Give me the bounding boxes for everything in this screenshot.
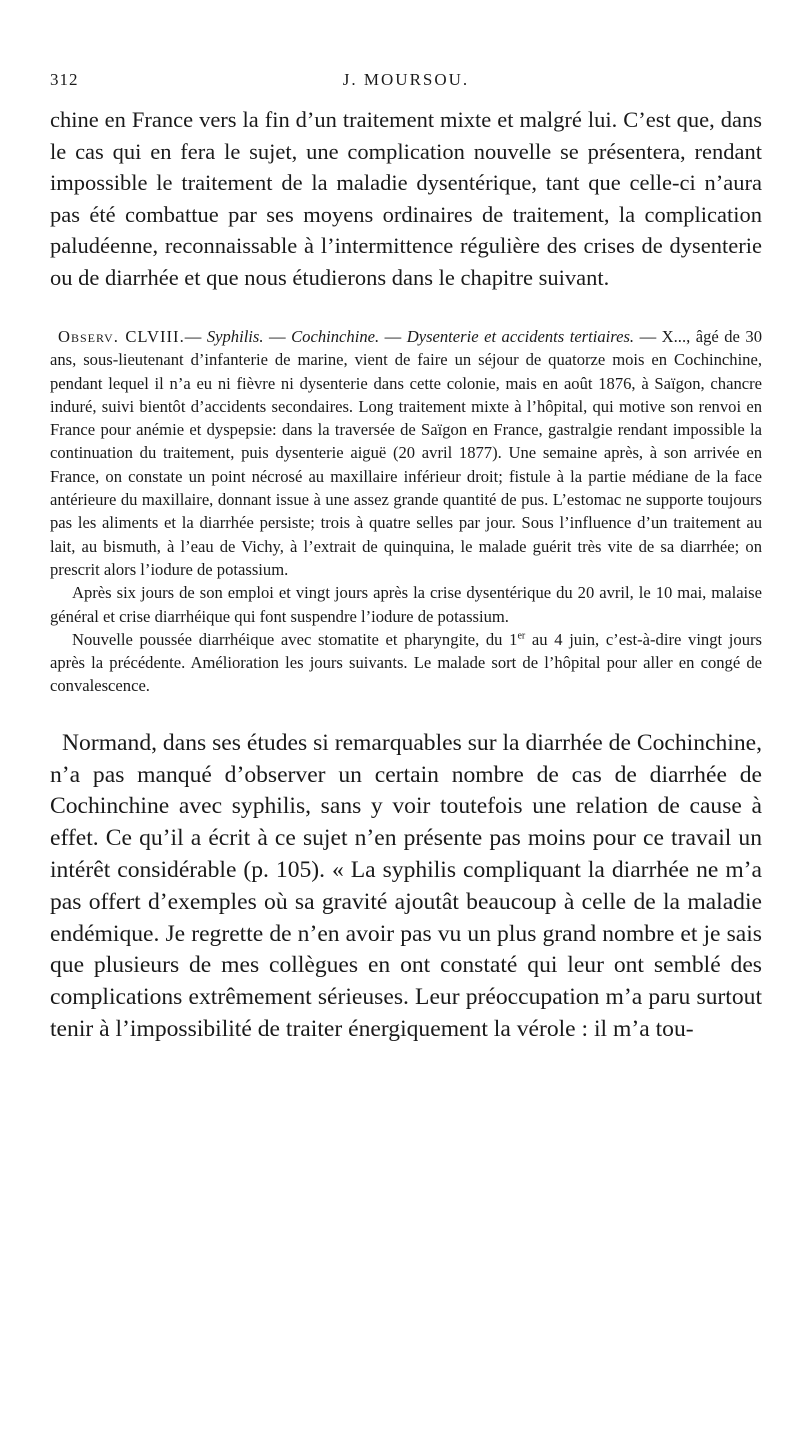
continuation-paragraph: chine en France vers la fin d’un traitement mixte et malgré lui. C’est que, dans le cas qui en fera le sujet, une complication nouvelle se présentera, rendant impossible le traitement de la maladie dysentérique, tant que celle-ci n’aura pas été combattue par ses moyens ordinaires de traitement, la complication paludéenne, reconnaissable à l’intermittence régulière des crises de dysenterie ou de diarrhée et que nous étudierons dans le chapitre suivant. — [50, 107, 762, 290]
running-title: J. MOURSOU. — [342, 70, 470, 89]
observation-dash-2: — — [263, 327, 292, 346]
ordinal-superscript: er — [517, 630, 526, 642]
observation-dash-3: — — [379, 327, 407, 346]
page-number: 312 — [50, 70, 79, 89]
running-head — [50, 70, 762, 96]
observation-subject-3: Dysenterie et accidents tertiaires. — [406, 327, 635, 346]
observation-para-3-after: au 4 juin, c’est-à-dire vingt jours après la précédente. Amélioration les jours suivants. Le malade sort de l’hôpital pour aller en congé de convalescence. — [50, 629, 762, 696]
book-page — [50, 70, 762, 1069]
observation-intro-text: — X..., âgé de 30 ans, sous-lieutenant d’infanterie de marine, vient de faire un séjour de quatorze mois en Cochinchine, pendant lequel il n’a eu ni fièvre ni dysenterie dans cette colonie, mais en août 1876, à Saïgon, chancre induré, suivi bientôt d’accidents secondaires. Long traitement mixte à l’hôpital, qui motive son renvoi en France pour anémie et dyspepsie: dans la traversée de Saïgon en France, gastralgie rendant impossible la continuation du traitement, puis dysenterie aiguë (20 avril 1877). Une semaine après, à son arrivée en France, on constate un point nécrosé au maxillaire inférieur droit; fistule à la partie médiane de la face antérieure du maxillaire, donnant issue à une assez grande quantité de pus. L’estomac ne supporte toujours pas les aliments et la diarrhée persiste; trois à quatre selles par jour. Sous l’influence d’un traitement au lait, au bismuth, à l’eau de Vichy, à l’extrait de quinquina, le malade guérit très vite de sa diarrhée; on prescrit alors l’iodure de potassium. — [50, 327, 763, 579]
observation-label: Observ. CLVIII. — [58, 327, 185, 346]
observation-para-3-before: Nouvelle poussée diarrhéique avec stomatite et pharyngite, du 1 — [72, 629, 518, 649]
observation-paragraph-1 — [50, 325, 762, 581]
observation-block — [50, 325, 762, 698]
observation-dash-1: — — [184, 327, 207, 346]
observation-subject-1: Syphilis. — [206, 327, 264, 346]
observation-paragraph-2: Après six jours de son emploi et vingt jours après la crise dysentérique du 20 avril, le 10 mai, malaise général et crise diarrhéique qui font suspendre l’iodure de potassium. — [50, 583, 762, 626]
observation-subject-2: Cochinchine. — [291, 327, 380, 346]
main-paragraph: Normand, dans ses études si remarquables sur la diarrhée de Cochinchine, n’a pas manqué d’observer un certain nombre de cas de diarrhée de Cochinchine avec syphilis, sans y voir toutefois une relation de cause à effet. Ce qu’il a écrit à ce sujet n’en présente pas moins pour ce travail un intérêt considérable (p. 105). « La syphilis compliquant la diarrhée ne m’a pas offert d’exemples où sa gravité ajoutât beaucoup à celle de la maladie endémique. Je regrette de n’en avoir pas vu un plus grand nombre et je sais que plusieurs de mes collègues en ont constaté qui leur ont semblé des complications extrêmement sérieuses. Leur préoccupation m’a paru surtout tenir à l’impossibilité de traiter énergiquement la vérole : il m’a tou- — [50, 729, 762, 1042]
observation-paragraph-3 — [50, 628, 762, 698]
